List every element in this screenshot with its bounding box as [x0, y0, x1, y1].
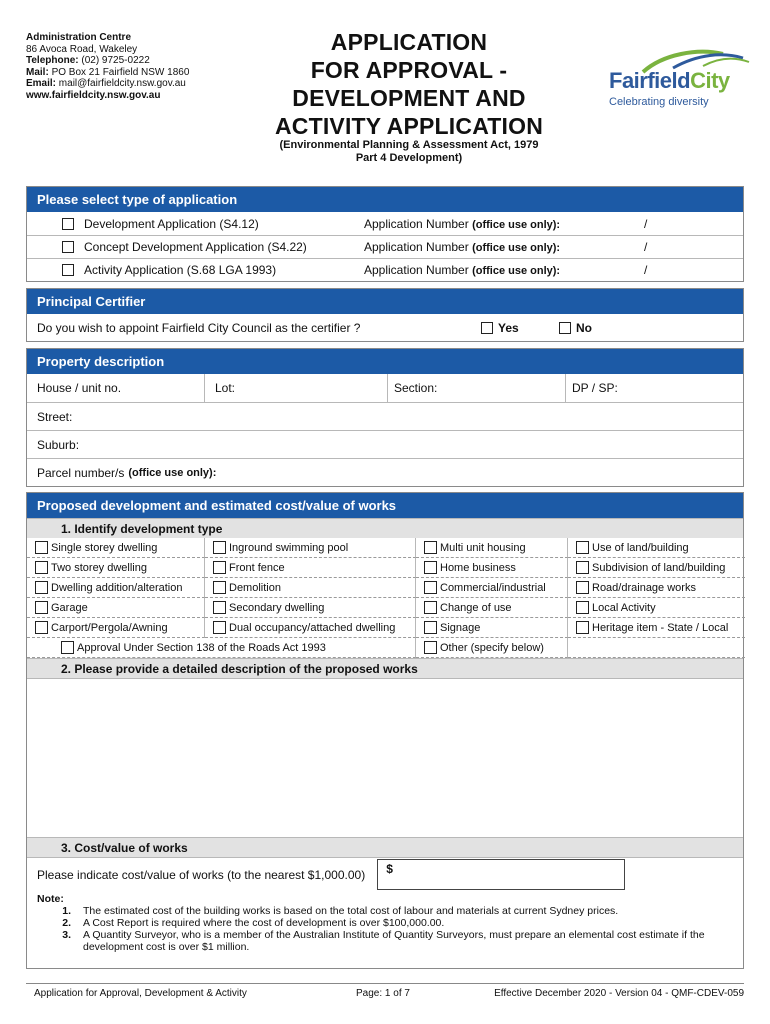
dev-type-option: [27, 598, 205, 618]
dev-type-label: Home business: [440, 561, 516, 574]
dev-type-label: Change of use: [440, 601, 512, 614]
app-option-checkbox[interactable]: [62, 264, 74, 276]
dev-type-checkbox[interactable]: [576, 561, 589, 574]
logo-word-fairfield: Fairfield: [609, 68, 691, 93]
description-subheading: 2. Please provide a detailed description of the proposed works: [27, 658, 743, 678]
cost-label: Please indicate cost/value of works (to the nearest $1,000.00): [37, 867, 366, 882]
suburb-field[interactable]: Suburb:: [27, 430, 743, 458]
dev-type-label: Subdivision of land/building: [592, 561, 726, 574]
dev-type-label: Signage: [440, 621, 481, 634]
logo-word-city: City: [690, 68, 730, 93]
dev-type-checkbox[interactable]: [61, 641, 74, 654]
dev-type-checkbox[interactable]: [576, 601, 589, 614]
dev-type-option: [205, 558, 416, 578]
note-item: 1. The estimated cost of the building works is based on the total cost of labour and materials at current Sydney prices.: [62, 905, 619, 917]
dev-type-checkbox[interactable]: [213, 601, 226, 614]
dev-type-label: Commercial/industrial: [440, 581, 546, 594]
property-description-heading: Property description: [27, 349, 743, 374]
app-option-checkbox[interactable]: [62, 218, 74, 230]
dev-type-label: Secondary dwelling: [229, 601, 325, 614]
app-option-row: Development Application (S4.12) Application Number (office use only): /: [27, 212, 743, 235]
dev-type-option: [416, 558, 568, 578]
dev-type-option: [27, 558, 205, 578]
footer-page-number: Page: 1 of 7: [356, 988, 410, 999]
application-number-field[interactable]: /: [644, 240, 648, 254]
dev-type-label: Demolition: [229, 581, 281, 594]
dev-type-option: [205, 598, 416, 618]
dev-type-checkbox[interactable]: [424, 561, 437, 574]
development-type-grid: [27, 538, 743, 638]
page-subtitle: (Environmental Planning & Assessment Act, 1979 Part 4 Development): [279, 139, 539, 164]
dev-type-option: [568, 578, 745, 598]
dev-type-checkbox[interactable]: [35, 601, 48, 614]
cost-notes: Note: 1. The estimated cost of the building works is based on the total cost of labour and materials at current Sydney prices. 2. A Cost Report is required where the cost of development is over $100,000.00. 3. A Quantity Surveyor, who is a member of the Australian Institute of Quantity Surveyors, must prepare an elemental cost estimate if the development cost is over $1 million.: [27, 891, 743, 963]
address-line: 86 Avoca Road, Wakeley: [26, 43, 138, 55]
section-field[interactable]: Section:: [388, 374, 566, 402]
application-number-field[interactable]: /: [644, 263, 648, 277]
telephone: (02) 9725-0222: [81, 55, 150, 66]
address-title: Administration Centre: [26, 32, 132, 43]
dev-type-checkbox[interactable]: [35, 581, 48, 594]
dev-type-option: [205, 618, 416, 638]
address-block: Administration Centre 86 Avoca Road, Wakeley Telephone: (02) 9725-0222 Mail: PO Box 21 Fairfield NSW 1860 Email: mail@fairfieldcity.nsw.gov.au www.fairfieldcity.nsw.gov.au: [26, 32, 256, 101]
identify-type-subheading: 1. Identify development type: [27, 518, 743, 538]
house-unit-field[interactable]: House / unit no.: [27, 374, 205, 402]
dev-type-label: Two storey dwelling: [51, 561, 147, 574]
dev-type-label: Single storey dwelling: [51, 541, 158, 554]
dev-type-option: [416, 598, 568, 618]
cost-subheading: 3. Cost/value of works: [27, 837, 743, 857]
description-textarea[interactable]: [27, 678, 743, 837]
dev-type-option: Other (specify below): [416, 638, 568, 658]
dev-type-checkbox[interactable]: [424, 581, 437, 594]
dev-type-label: Multi unit housing: [440, 541, 526, 554]
dev-type-option: [27, 538, 205, 558]
dev-type-option: [568, 598, 745, 618]
dev-type-checkbox[interactable]: [576, 621, 589, 634]
dev-type-label: Local Activity: [592, 601, 656, 614]
dev-type-option: [205, 578, 416, 598]
parcel-number-field[interactable]: Parcel number/s (office use only):: [27, 458, 743, 486]
logo-tagline: Celebrating diversity: [609, 96, 709, 108]
dev-type-checkbox[interactable]: [424, 641, 437, 654]
lot-field[interactable]: Lot:: [205, 374, 388, 402]
application-type-heading: Please select type of application: [27, 187, 743, 212]
dev-type-label: Use of land/building: [592, 541, 689, 554]
dev-type-label: Dwelling addition/alteration: [51, 581, 183, 594]
principal-certifier-section: Principal Certifier Do you wish to appoint Fairfield City Council as the certifier ? Yes No: [26, 288, 744, 342]
page-footer: [26, 983, 744, 999]
footer-form-name: Application for Approval, Development & Activity: [34, 988, 247, 999]
dev-type-option: [568, 558, 745, 578]
cost-input[interactable]: $: [377, 859, 625, 890]
dev-type-option: [205, 538, 416, 558]
dev-type-label: Carport/Pergola/Awning: [51, 621, 168, 634]
mail-address: PO Box 21 Fairfield NSW 1860: [51, 66, 190, 78]
dev-type-checkbox[interactable]: [576, 541, 589, 554]
dev-type-option: [416, 578, 568, 598]
dev-type-checkbox[interactable]: [35, 541, 48, 554]
app-option-checkbox[interactable]: [62, 241, 74, 253]
dev-type-option: Approval Under Section 138 of the Roads Act 1993: [27, 638, 416, 658]
dev-type-checkbox[interactable]: [213, 621, 226, 634]
page-title: APPLICATION FOR APPROVAL - DEVELOPMENT AND ACTIVITY APPLICATION: [274, 29, 544, 139]
proposed-development-section: [26, 492, 744, 969]
dev-type-checkbox[interactable]: [35, 561, 48, 574]
application-type-section: [26, 186, 744, 282]
footer-version: Effective December 2020 - Version 04 - QMF-CDEV-059: [494, 988, 744, 999]
dev-type-option: [568, 538, 745, 558]
dev-type-label: Front fence: [229, 561, 285, 574]
dev-type-checkbox[interactable]: [576, 581, 589, 594]
note-item: 2. A Cost Report is required where the cost of development is over $100,000.00.: [62, 917, 445, 929]
dev-type-checkbox[interactable]: [424, 601, 437, 614]
email-link[interactable]: mail@fairfieldcity.nsw.gov.au: [58, 78, 186, 89]
certifier-question: Do you wish to appoint Fairfield City Council as the certifier ?: [37, 320, 361, 335]
dev-type-option: [568, 618, 745, 638]
certifier-no-checkbox[interactable]: [559, 322, 571, 334]
dev-type-checkbox[interactable]: [213, 581, 226, 594]
principal-certifier-heading: Principal Certifier: [27, 289, 743, 314]
property-description-section: [26, 348, 744, 487]
dev-type-checkbox[interactable]: [424, 541, 437, 554]
dev-type-label: Inground swimming pool: [229, 541, 349, 554]
dev-type-label: Heritage item - State / Local: [592, 621, 729, 634]
dev-type-checkbox[interactable]: [35, 621, 48, 634]
fairfield-city-logo: [603, 46, 753, 118]
dev-type-option: [27, 618, 205, 638]
application-number-field[interactable]: /: [644, 216, 648, 231]
app-option-row: Concept Development Application (S4.22) Application Number (office use only): /: [27, 235, 743, 258]
app-option-row: Activity Application (S.68 LGA 1993) Application Number (office use only): /: [27, 258, 743, 281]
website-link[interactable]: www.fairfieldcity.nsw.gov.au: [26, 89, 161, 101]
proposed-development-heading: Proposed development and estimated cost/value of works: [27, 493, 743, 518]
certifier-yes-checkbox[interactable]: [481, 322, 493, 334]
dp-sp-field[interactable]: DP / SP:: [572, 381, 618, 395]
dev-type-checkbox[interactable]: [424, 621, 437, 634]
street-field[interactable]: Street:: [27, 402, 743, 430]
note-item: 3. A Quantity Surveyor, who is a member of the Australian Institute of Quantity Surveyors, must prepare an elemental cost estimate if the development cost is over $1 million.: [62, 929, 705, 953]
dev-type-option: [416, 538, 568, 558]
dev-type-option: [27, 578, 205, 598]
dev-type-checkbox[interactable]: [213, 541, 226, 554]
dev-type-label: Road/drainage works: [592, 581, 696, 594]
dev-type-label: Garage: [51, 601, 88, 614]
dev-type-checkbox[interactable]: [213, 561, 226, 574]
dev-type-label: Dual occupancy/attached dwelling: [229, 621, 396, 634]
dev-type-option: [416, 618, 568, 638]
